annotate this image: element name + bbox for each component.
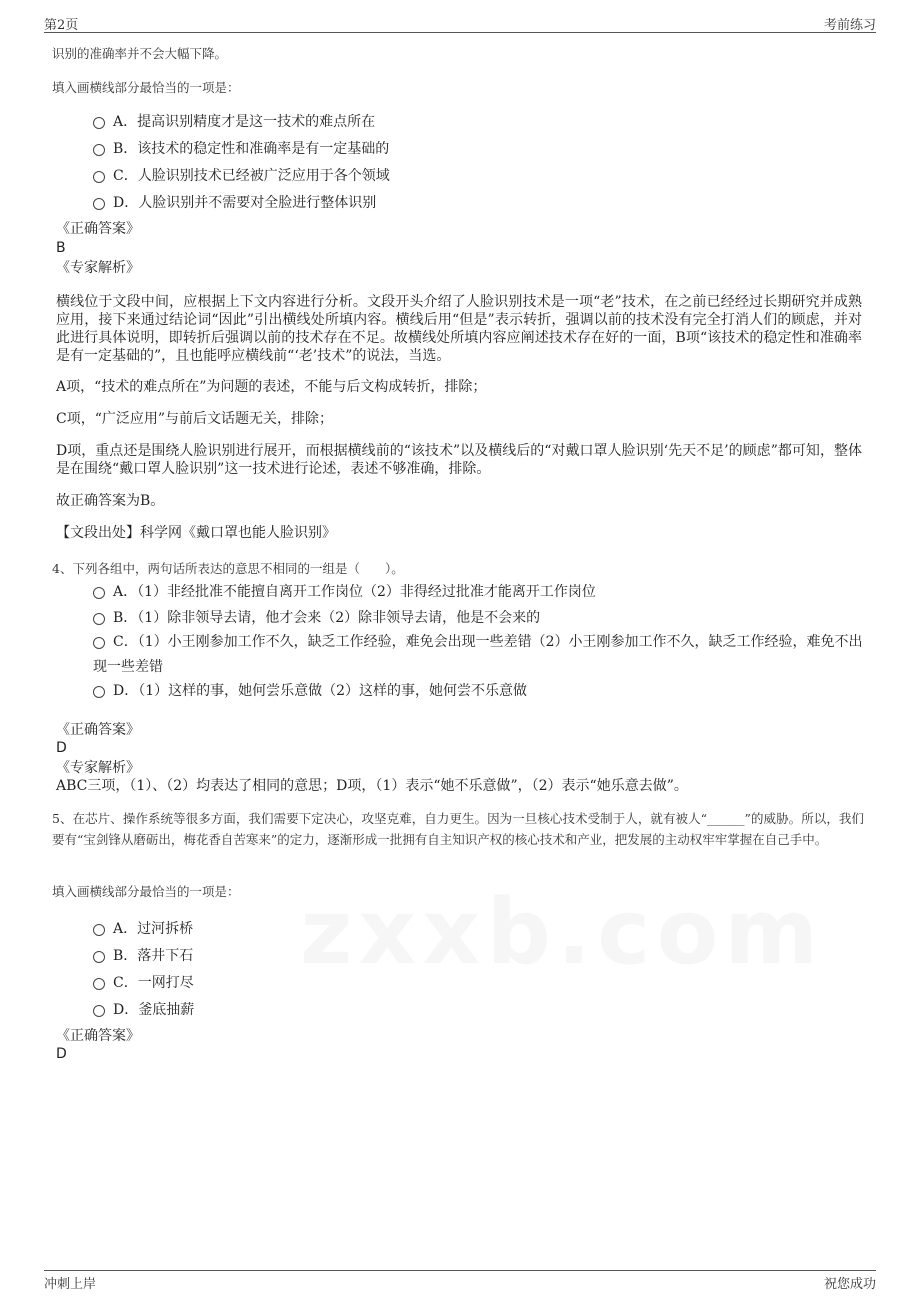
- page-number: 第2页: [44, 18, 79, 33]
- footer-right: 祝您成功: [823, 1277, 876, 1292]
- page-header: [44, 14, 876, 33]
- radio-icon[interactable]: [93, 637, 105, 649]
- q5-answer-label: 《正确答案》: [56, 1028, 140, 1044]
- watermark: [300, 880, 824, 985]
- q3-option-b[interactable]: B．该技术的稳定性和准确率是有一定基础的: [93, 138, 389, 158]
- q3-stem-tail: 识别的准确率并不会大幅下降。: [52, 46, 228, 61]
- q5-option-a[interactable]: A．过河拆桥: [93, 918, 193, 938]
- q4-answer-label: 《正确答案》: [56, 722, 140, 738]
- radio-icon[interactable]: [93, 117, 105, 129]
- q4-answer: D: [56, 740, 67, 756]
- q3-answer-label: 《正确答案》: [56, 221, 140, 237]
- q5-option-b[interactable]: B．落井下石: [93, 945, 193, 965]
- q3-analysis-p3: C项，“广泛应用”与前后文话题无关，排除；: [56, 411, 334, 427]
- q3-source: 【文段出处】科学网《戴口罩也能人脸识别》: [56, 525, 336, 541]
- q4-analysis: ABC三项，（1）、（2）均表达了相同的意思；D项，（1）表示“她不乐意做”，（2）表示“她乐意去做”。: [56, 778, 688, 794]
- radio-icon[interactable]: [93, 978, 105, 990]
- radio-icon[interactable]: [93, 951, 105, 963]
- q3-prompt: 填入画横线部分最恰当的一项是：: [52, 80, 240, 95]
- q5-option-d[interactable]: D．釜底抽薪: [93, 999, 194, 1019]
- q3-analysis-label: 《专家解析》: [56, 260, 140, 276]
- radio-icon[interactable]: [93, 144, 105, 156]
- q3-option-d[interactable]: D．人脸识别并不需要对全脸进行整体识别: [93, 192, 376, 212]
- header-title: 考前练习: [823, 18, 876, 33]
- q3-analysis-p1: 横线位于文段中间，应根据上下文内容进行分析。文段开头介绍了人脸识别技术是一项“老”技术，在之前已经经过长期研究并成熟应用，接下来通过结论词“因此”引出横线处所填内容。横线后用“但是”表示转折，强调以前的技术没有完全打消人们的顾虑，并对此进行具体说明，即转折后强调以前的技术存在不足。故横线处所填内容应阐述技术存在好的一面，B项“该技术的稳定性和准确率是有一定基础的”，且也能呼应横线前“‘老’技术”的说法，当选。: [56, 294, 862, 364]
- footer-left: 冲刺上岸: [44, 1277, 97, 1292]
- q4-option-a[interactable]: A．（1）非经批准不能擅自离开工作岗位（2）非得经过批准才能离开工作岗位: [93, 581, 596, 601]
- q4-option-c[interactable]: C．（1）小王刚参加工作不久，缺乏工作经验，难免会出现一些差错（2）小王刚参加工作不久，缺乏工作经验，难免不出现一些差错: [93, 634, 863, 675]
- q3-analysis-p4: D项，重点还是围绕人脸识别进行展开，而根据横线前的“该技术”以及横线后的“对戴口罩人脸识别‘先天不足’的顾虑”都可知，整体是在围绕“戴口罩人脸识别”这一技术进行论述，表述不够准确，排除。: [56, 443, 862, 477]
- q5-option-c[interactable]: C．一网打尽: [93, 972, 194, 992]
- q3-analysis-p5: 故正确答案为B。: [56, 493, 165, 509]
- q3-answer: B: [56, 240, 66, 256]
- q5-answer: D: [56, 1046, 67, 1062]
- radio-icon[interactable]: [93, 198, 105, 210]
- q4-option-d[interactable]: D．（1）这样的事，她何尝乐意做（2）这样的事，她何尝不乐意做: [93, 680, 527, 700]
- radio-icon[interactable]: [93, 613, 105, 625]
- radio-icon[interactable]: [93, 171, 105, 183]
- q5-stem: 5、在芯片、操作系统等很多方面，我们需要下定决心，攻坚克难，自力更生。因为一旦核心技术受制于人，就有被人“______”的威胁。所以，我们要有“宝剑锋从磨砺出，梅花香自苦寒来”的定力，逐渐形成一批拥有自主知识产权的核心技术和产业，把发展的主动权牢牢掌握在自己手中。: [52, 811, 864, 847]
- q3-option-a[interactable]: A．提高识别精度才是这一技术的难点所在: [93, 111, 375, 131]
- radio-icon[interactable]: [93, 686, 105, 698]
- q3-analysis-p2: A项，“技术的难点所在”为问题的表述，不能与后文构成转折，排除；: [56, 379, 487, 395]
- q3-option-c[interactable]: C．人脸识别技术已经被广泛应用于各个领域: [93, 165, 390, 185]
- q4-analysis-label: 《专家解析》: [56, 760, 140, 776]
- q4-stem: 4、下列各组中，两句话所表达的意思不相同的一组是（ ）。: [52, 561, 404, 576]
- page-footer: [44, 1270, 876, 1292]
- q4-option-b[interactable]: B．（1）除非领导去请，他才会来（2）除非领导去请，他是不会来的: [93, 607, 540, 627]
- radio-icon[interactable]: [93, 1005, 105, 1017]
- radio-icon[interactable]: [93, 587, 105, 599]
- radio-icon[interactable]: [93, 924, 105, 936]
- q5-prompt: 填入画横线部分最恰当的一项是：: [52, 884, 240, 899]
